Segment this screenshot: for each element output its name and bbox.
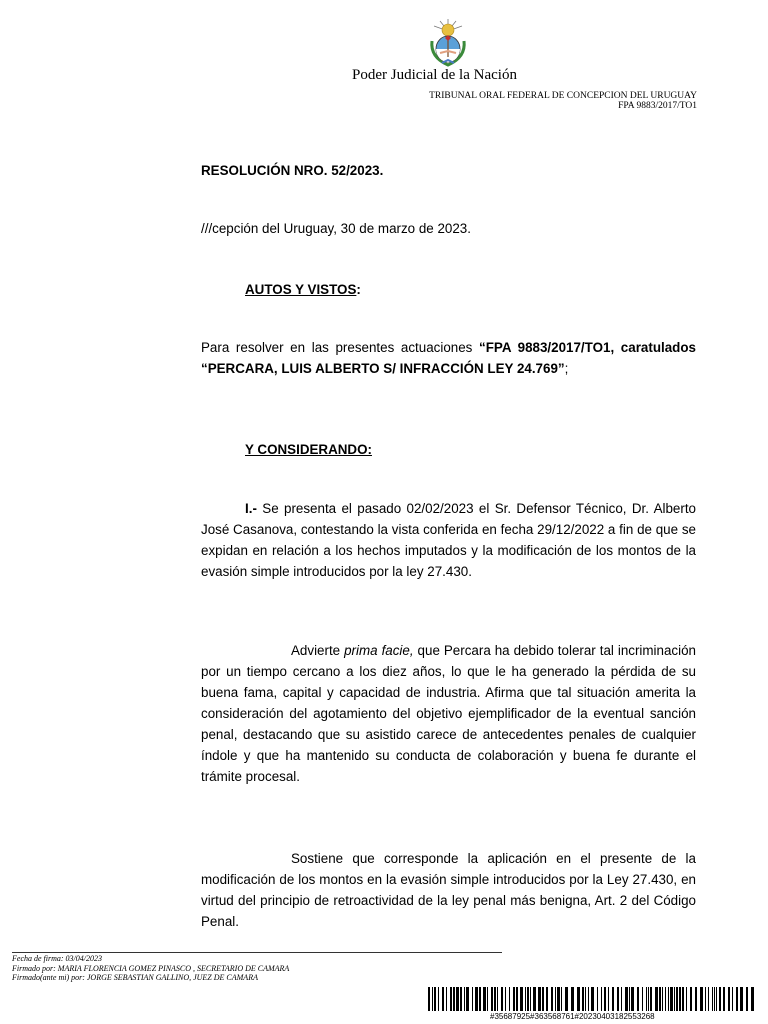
barcode-bar — [513, 987, 515, 1011]
barcode-bar — [604, 987, 606, 1011]
barcode-number: #35687925#363568761#20230403182553268 — [490, 1012, 655, 1021]
barcode-bar — [719, 987, 721, 1011]
barcode-bar — [491, 987, 493, 1011]
signature-secretary: Firmado por: MARIA FLORENCIA GOMEZ PINASCO , SECRETARIO DE CAMARA — [12, 964, 290, 973]
barcode-bar — [712, 987, 713, 1011]
barcode-bar — [542, 987, 544, 1011]
barcode-bar — [690, 987, 692, 1011]
barcode-bar — [557, 987, 560, 1011]
barcode-bar — [642, 987, 643, 1011]
barcode-bar — [538, 987, 541, 1011]
para-intro-end: ; — [564, 361, 569, 376]
case-caption: “FPA 9883/2017/TO1, caratulados “PERCARA, LUIS ALBERTO S/ INFRACCIÓN LEY 24.769” — [201, 340, 696, 376]
barcode-bar — [501, 987, 503, 1011]
barcode-bar — [746, 987, 748, 1011]
barcode-bar — [732, 987, 733, 1011]
paragraph-1 — [201, 498, 696, 582]
barcode-bar — [648, 987, 649, 1011]
barcode-bar — [612, 987, 614, 1011]
barcode-bar — [509, 987, 510, 1011]
barcode-bar — [676, 987, 678, 1011]
barcode-bar — [442, 987, 444, 1011]
signature-judge: Firmado(ante mi) por: JORGE SEBASTIAN GALLINO, JUEZ DE CAMARA — [12, 973, 258, 982]
para-intro-text: Para resolver en las presentes actuaciones — [201, 340, 480, 355]
barcode-bar — [723, 987, 725, 1011]
barcode-bar — [453, 987, 455, 1011]
barcode-bar — [695, 987, 697, 1011]
barcode-bar — [497, 987, 498, 1011]
barcode-bar — [659, 987, 661, 1011]
barcode-bar — [527, 987, 529, 1011]
barcode-bar — [617, 987, 619, 1011]
barcode-bar — [716, 987, 717, 1011]
barcode-bar — [460, 987, 462, 1011]
signature-separator — [12, 952, 502, 953]
barcode-bar — [464, 987, 465, 1011]
barcode-bar — [466, 987, 469, 1011]
barcode-bar — [751, 987, 754, 1011]
place-and-date: ///cepción del Uruguay, 30 de marzo de 2023. — [201, 221, 471, 236]
barcode-bar — [650, 987, 652, 1011]
considerando-heading — [245, 439, 545, 460]
considerando-heading-text: Y CONSIDERANDO: — [245, 442, 372, 457]
barcode-bar — [631, 987, 634, 1011]
barcode-bar — [555, 987, 556, 1011]
resolution-number: RESOLUCIÓN NRO. 52/2023. — [201, 163, 384, 178]
barcode-bar — [456, 987, 459, 1011]
paragraph-2-text-a: Advierte — [291, 643, 345, 658]
autos-heading-colon: : — [356, 282, 361, 297]
barcode-bar — [551, 987, 553, 1011]
barcode-bar — [525, 987, 526, 1011]
paragraph-2-italic: prima facie, — [344, 643, 414, 658]
barcode-bar — [479, 987, 481, 1011]
barcode-bar — [708, 987, 709, 1011]
barcode-bar — [487, 987, 488, 1011]
autos-heading-text: AUTOS Y VISTOS — [245, 282, 357, 297]
barcode-bar — [601, 987, 602, 1011]
barcode-bar — [621, 987, 622, 1011]
barcode-bar — [450, 987, 452, 1011]
barcode-bar — [591, 987, 594, 1011]
barcode-bar — [674, 987, 675, 1011]
barcode-bar — [577, 987, 580, 1011]
barcode-bar — [625, 987, 628, 1011]
barcode-bar — [588, 987, 589, 1011]
barcode-bar — [655, 987, 658, 1011]
barcode-bar — [472, 987, 473, 1011]
barcode-bar — [686, 987, 687, 1011]
barcode-bar — [565, 987, 568, 1011]
paragraph-1-label: I.- — [245, 501, 257, 516]
barcode-bar — [438, 987, 439, 1011]
barcode-bar — [582, 987, 584, 1011]
paragraph-2 — [201, 640, 696, 787]
barcode-icon — [428, 987, 758, 1011]
barcode-bar — [434, 987, 436, 1011]
barcode-bar — [516, 987, 518, 1011]
barcode-bar — [494, 987, 496, 1011]
barcode-bar — [700, 987, 703, 1011]
barcode-bar — [530, 987, 531, 1011]
barcode-bar — [679, 987, 681, 1011]
barcode-bar — [483, 987, 486, 1011]
barcode-bar — [740, 987, 743, 1011]
para-intro — [201, 337, 696, 379]
barcode-bar — [597, 987, 598, 1011]
barcode-bar — [585, 987, 586, 1011]
barcode-bar — [665, 987, 666, 1011]
barcode-bar — [728, 987, 730, 1011]
barcode-bar — [668, 987, 669, 1011]
barcode-bar — [736, 987, 738, 1011]
barcode-bar — [533, 987, 536, 1011]
barcode-bar — [637, 987, 639, 1011]
paragraph-1-text: Se presenta el pasado 02/02/2023 el Sr. Defensor Técnico, Dr. Alberto José Casanova, contestando la vista conferida en fecha 29/12/2022 a fin de que se expidan en relación a los hechos imputados y la modificación de los montos de la evasión simple introducidos por la ley 27.430. — [201, 501, 696, 579]
barcode-bar — [662, 987, 663, 1011]
autos-heading — [245, 279, 545, 300]
case-reference: FPA 9883/2017/TO1 — [618, 101, 697, 111]
signature-date: Fecha de firma: 03/04/2023 — [12, 954, 102, 963]
tribunal-name: TRIBUNAL ORAL FEDERAL DE CONCEPCION DEL URUGUAY — [429, 91, 697, 101]
barcode-bar — [646, 987, 647, 1011]
barcode-bar — [432, 987, 433, 1011]
paragraph-2-text-b: que Percara ha debido tolerar tal incriminación por un tiempo cercano a los diez años, lo que le ha generado la pérdida de su buena fama, capital y capacidad de industria. Afirma que tal situación amerita la consideración del agotamiento del objetivo ejemplificador de la eventual sanción penal, destacando que su asistido carece de antecedentes penales de cualquier índole y que ha mantenido su conducta de colaboración y buena fe durante el trámite procesal. — [201, 643, 696, 784]
barcode-bar — [705, 987, 706, 1011]
barcode-bar — [505, 987, 506, 1011]
barcode-bar — [520, 987, 523, 1011]
barcode-bar — [571, 987, 574, 1011]
barcode-bar — [670, 987, 673, 1011]
barcode-bar — [446, 987, 447, 1011]
coat-of-arms-icon — [426, 17, 470, 67]
barcode-bar — [561, 987, 562, 1011]
barcode-bar — [629, 987, 630, 1011]
barcode-bar — [682, 987, 684, 1011]
barcode-bar — [608, 987, 609, 1011]
court-title: Poder Judicial de la Nación — [352, 67, 517, 83]
barcode-bar — [428, 987, 430, 1011]
paragraph-3: Sostiene que corresponde la aplicación en el presente de la modificación de los montos en la evasión simple introducidos por la Ley 27.430, en virtud del principio de retroactividad de la ley penal más benigna, Art. 2 del Código Penal. — [201, 851, 696, 929]
barcode-bar — [546, 987, 548, 1011]
barcode-bar — [714, 987, 715, 1011]
barcode-bar — [475, 987, 478, 1011]
